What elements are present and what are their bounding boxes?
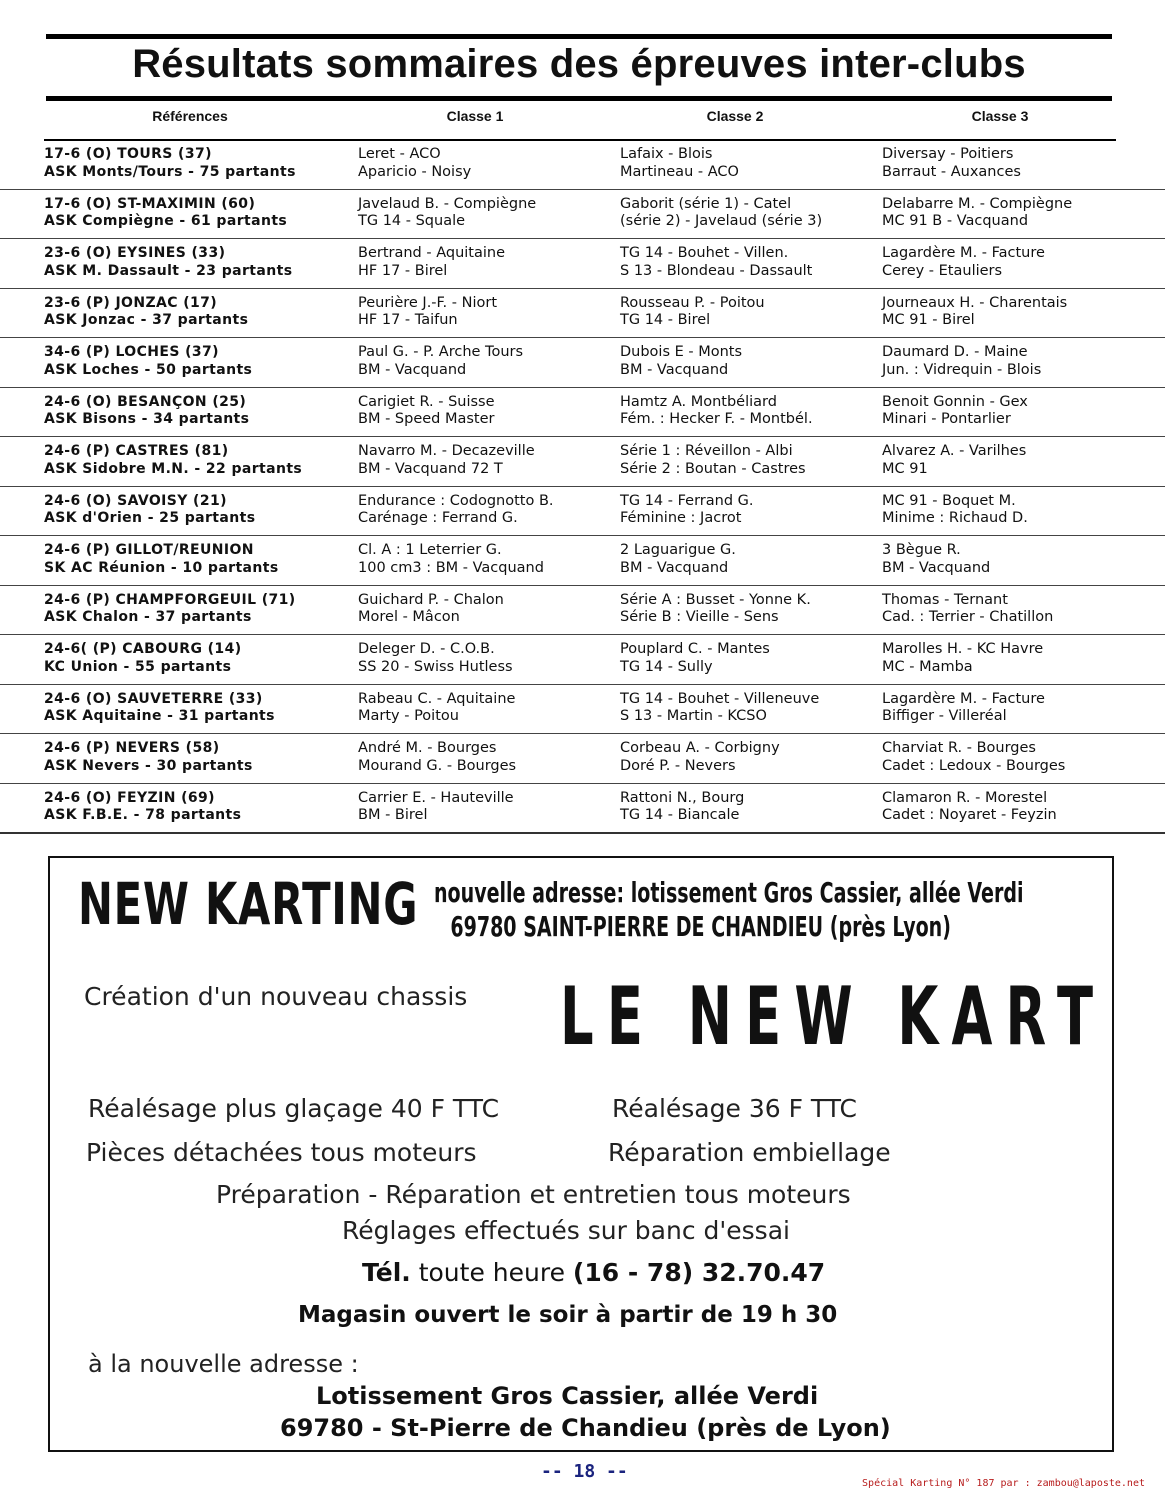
classe-2-cell: Série A : Busset - Yonne K. Série B : Vieille - Sens [620, 591, 811, 625]
title-underline [46, 96, 1112, 101]
reference-cell: 24-6 (P) CHAMPFORGEUIL (71) ASK Chalon - 37 partants [44, 591, 296, 625]
ad-phone-label: Tél. [362, 1258, 411, 1287]
page-title: Résultats sommaires des épreuves inter-clubs [132, 42, 1026, 86]
ad-phone-middle: toute heure [410, 1258, 573, 1287]
new-karting-advertisement [48, 856, 1114, 1452]
ad-opening-hours: Magasin ouvert le soir à partir de 19 h 30 [298, 1302, 838, 1328]
classe-3-cell: Clamaron R. - Morestel Cadet : Noyaret - Feyzin [882, 789, 1057, 823]
classe-2-cell: 2 Laguarigue G. BM - Vacquand [620, 542, 736, 576]
classe-3-cell: MC 91 - Boquet M. Minime : Richaud D. [882, 492, 1028, 526]
classe-3-cell: Benoit Gonnin - Gex Minari - Pontarlier [882, 393, 1028, 427]
classe-3-cell: Journeaux H. - Charentais MC 91 - Birel [882, 294, 1068, 328]
ad-final-address-line-2: 69780 - St-Pierre de Chandieu (près de Lyon) [280, 1414, 891, 1442]
classe-1-cell: Carigiet R. - Suisse BM - Speed Master [358, 393, 495, 427]
classe-1-cell: Peurière J.-F. - Niort HF 17 - Taifun [358, 294, 498, 328]
classe-3-cell: Lagardère M. - Facture Biffiger - Villeréal [882, 690, 1045, 724]
table-row [0, 239, 1165, 289]
table-row [0, 140, 1165, 190]
header-classe-3: Classe 3 [971, 108, 1029, 124]
ad-product-name: LE NEW KART [560, 970, 1107, 1063]
ad-address-line-2: 69780 SAINT-PIERRE DE CHANDIEU (près Lyon) [450, 910, 951, 943]
classe-2-cell: TG 14 - Bouhet - Villeneuve S 13 - Martin - KCSO [620, 690, 820, 724]
reference-cell: 24-6 (O) FEYZIN (69) ASK F.B.E. - 78 partants [44, 789, 242, 823]
classe-2-cell: Gaborit (série 1) - Catel (série 2) - Javelaud (série 3) [620, 195, 823, 229]
reference-cell: 24-6 (O) SAVOISY (21) ASK d'Orien - 25 partants [44, 492, 256, 526]
reference-cell: 24-6 (O) BESANÇON (25) ASK Bisons - 34 partants [44, 393, 250, 427]
ad-final-address-line-1: Lotissement Gros Cassier, allée Verdi [316, 1382, 819, 1410]
table-row [0, 289, 1165, 339]
classe-2-cell: Lafaix - Blois Martineau - ACO [620, 146, 739, 180]
reference-cell: 23-6 (O) EYSINES (33) ASK M. Dassault - 23 partants [44, 245, 293, 279]
reference-cell: 24-6 (O) SAUVETERRE (33) ASK Aquitaine - 31 partants [44, 690, 275, 724]
table-row [0, 635, 1165, 685]
classe-2-cell: Série 1 : Réveillon - Albi Série 2 : Boutan - Castres [620, 443, 806, 477]
classe-3-cell: Daumard D. - Maine Jun. : Vidrequin - Blois [882, 344, 1042, 378]
reference-cell: 23-6 (P) JONZAC (17) ASK Jonzac - 37 partants [44, 294, 249, 328]
table-row [0, 487, 1165, 537]
ad-service-preparation: Préparation - Réparation et entretien tous moteurs [216, 1180, 851, 1209]
reference-cell: 34-6 (P) LOCHES (37) ASK Loches - 50 partants [44, 344, 253, 378]
page-number: -- 18 -- [541, 1461, 628, 1482]
ad-brand-name: NEW KARTING [78, 870, 419, 938]
reference-cell: 24-6( (P) CABOURG (14) KC Union - 55 partants [44, 641, 242, 675]
reference-cell: 17-6 (O) TOURS (37) ASK Monts/Tours - 75 partants [44, 146, 296, 180]
ad-service-realesage-glacage: Réalésage plus glaçage 40 F TTC [88, 1094, 500, 1123]
table-row [0, 734, 1165, 784]
table-row [0, 784, 1165, 835]
results-table [0, 140, 1165, 834]
classe-1-cell: Deleger D. - C.O.B. SS 20 - Swiss Hutless [358, 641, 513, 675]
classe-3-cell: Marolles H. - KC Havre MC - Mamba [882, 641, 1044, 675]
ad-phone-number: (16 - 78) 32.70.47 [572, 1258, 826, 1287]
classe-2-cell: Corbeau A. - Corbigny Doré P. - Nevers [620, 740, 780, 774]
ad-address-header [434, 876, 1024, 944]
reference-cell: 17-6 (O) ST-MAXIMIN (60) ASK Compiègne - 61 partants [44, 195, 288, 229]
classe-1-cell: Endurance : Codognotto B. Carénage : Ferrand G. [358, 492, 554, 526]
classe-2-cell: Rattoni N., Bourg TG 14 - Biancale [620, 789, 745, 823]
table-row [0, 536, 1165, 586]
table-row [0, 190, 1165, 240]
classe-1-cell: Carrier E. - Hauteville BM - Birel [358, 789, 514, 823]
header-classe-1: Classe 1 [446, 108, 504, 124]
reference-cell: 24-6 (P) CASTRES (81) ASK Sidobre M.N. - 22 partants [44, 443, 303, 477]
classe-2-cell: Dubois E - Monts BM - Vacquand [620, 344, 743, 378]
reference-cell: 24-6 (P) NEVERS (58) ASK Nevers - 30 partants [44, 740, 253, 774]
footer-credit: Spécial Karting N° 187 par : zambou@laposte.net [862, 1478, 1145, 1489]
classe-1-cell: Cl. A : 1 Leterrier G. 100 cm3 : BM - Vacquand [358, 542, 544, 576]
classe-1-cell: Paul G. - P. Arche Tours BM - Vacquand [358, 344, 524, 378]
classe-2-cell: TG 14 - Ferrand G. Féminine : Jacrot [620, 492, 754, 526]
ad-phone-line [362, 1258, 825, 1287]
classe-2-cell: TG 14 - Bouhet - Villen. S 13 - Blondeau - Dassault [620, 245, 813, 279]
classe-2-cell: Rousseau P. - Poitou TG 14 - Birel [620, 294, 765, 328]
header-classe-2: Classe 2 [706, 108, 764, 124]
classe-2-cell: Pouplard C. - Mantes TG 14 - Sully [620, 641, 770, 675]
table-row [0, 586, 1165, 636]
ad-service-embiellage: Réparation embiellage [608, 1138, 891, 1167]
classe-3-cell: Diversay - Poitiers Barraut - Auxances [882, 146, 1021, 180]
classe-1-cell: Navarro M. - Decazeville BM - Vacquand 72 T [358, 443, 535, 477]
ad-address-line-1: nouvelle adresse: lotissement Gros Cassier, allée Verdi [434, 876, 1024, 909]
classe-1-cell: Rabeau C. - Aquitaine Marty - Poitou [358, 690, 516, 724]
header-references: Références [152, 108, 228, 124]
ad-new-address-intro: à la nouvelle adresse : [88, 1350, 359, 1378]
ad-service-reglages: Réglages effectués sur banc d'essai [342, 1216, 790, 1245]
ad-creation-text: Création d'un nouveau chassis [84, 982, 468, 1011]
classe-3-cell: Charviat R. - Bourges Cadet : Ledoux - Bourges [882, 740, 1066, 774]
classe-3-cell: Thomas - Ternant Cad. : Terrier - Chatillon [882, 591, 1054, 625]
classe-3-cell: Lagardère M. - Facture Cerey - Etauliers [882, 245, 1045, 279]
classe-1-cell: Bertrand - Aquitaine HF 17 - Birel [358, 245, 506, 279]
reference-cell: 24-6 (P) GILLOT/REUNION SK AC Réunion - 10 partants [44, 542, 279, 576]
table-row [0, 437, 1165, 487]
top-rule [46, 34, 1112, 39]
table-row [0, 338, 1165, 388]
table-row [0, 685, 1165, 735]
classe-3-cell: Delabarre M. - Compiègne MC 91 B - Vacquand [882, 195, 1073, 229]
classe-1-cell: Leret - ACO Aparicio - Noisy [358, 146, 472, 180]
table-row [0, 388, 1165, 438]
classe-3-cell: Alvarez A. - Varilhes MC 91 [882, 443, 1027, 477]
classe-3-cell: 3 Bègue R. BM - Vacquand [882, 542, 991, 576]
classe-1-cell: Guichard P. - Chalon Morel - Mâcon [358, 591, 504, 625]
classe-1-cell: André M. - Bourges Mourand G. - Bourges [358, 740, 517, 774]
ad-service-realesage: Réalésage 36 F TTC [612, 1094, 857, 1123]
classe-2-cell: Hamtz A. Montbéliard Fém. : Hecker F. - Montbél. [620, 393, 813, 427]
classe-1-cell: Javelaud B. - Compiègne TG 14 - Squale [358, 195, 537, 229]
ad-service-pieces: Pièces détachées tous moteurs [86, 1138, 477, 1167]
